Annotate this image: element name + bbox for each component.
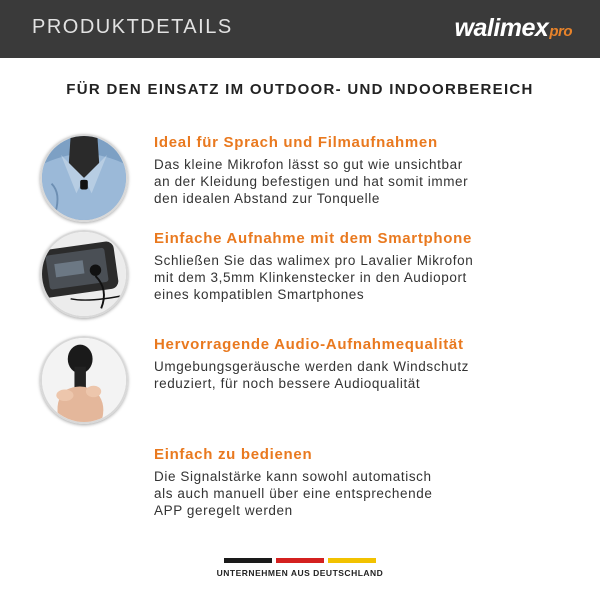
description-line: APP geregelt werden xyxy=(154,503,293,518)
feature-easy-use xyxy=(0,446,600,542)
flag-stripe-black xyxy=(224,558,272,563)
feature-title: Einfach zu bedienen xyxy=(154,446,313,463)
page-headline: FÜR DEN EINSATZ IM OUTDOOR- UND INDOORBEREICH xyxy=(66,81,534,98)
logo-main: walimex xyxy=(454,14,549,42)
description-line: an der Kleidung befestigen und hat somit immer xyxy=(154,174,469,189)
feature-title: Hervorragende Audio-Aufnahmequalität xyxy=(154,336,464,353)
feature-description xyxy=(154,156,574,207)
mic-windscreen-image xyxy=(40,336,128,424)
description-line: Das kleine Mikrofon lässt so gut wie unsichtbar xyxy=(154,157,463,172)
description-line: den idealen Abstand zur Tonquelle xyxy=(154,191,380,206)
feature-smartphone xyxy=(0,230,600,326)
feature-clothing xyxy=(0,134,600,230)
header-bar xyxy=(0,0,600,58)
feature-title: Einfache Aufnahme mit dem Smartphone xyxy=(154,230,473,247)
feature-title: Ideal für Sprach und Filmaufnahmen xyxy=(154,134,438,151)
description-line: Schließen Sie das walimex pro Lavalier Mikrofon xyxy=(154,253,474,268)
description-line: reduziert, für noch bessere Audioqualität xyxy=(154,376,421,391)
logo-sub: pro xyxy=(549,23,572,40)
header-title: PRODUKTDETAILS xyxy=(32,16,233,38)
feature-description xyxy=(154,468,574,519)
brand-logo xyxy=(455,14,572,44)
description-line: Umgebungsgeräusche werden dank Windschutz xyxy=(154,359,470,374)
feature-description xyxy=(154,358,574,392)
flag-stripe-red xyxy=(276,558,324,563)
description-line: Die Signalstärke kann sowohl automatisch xyxy=(154,469,432,484)
footer-made-in-germany: UNTERNEHMEN AUS DEUTSCHLAND xyxy=(216,568,384,578)
lavalier-on-shirt-image xyxy=(40,134,128,222)
flag-stripe-gold xyxy=(328,558,376,563)
description-line: mit dem 3,5mm Klinkenstecker in den Audioport xyxy=(154,270,467,285)
feature-description xyxy=(154,252,574,303)
description-line: eines kompatiblen Smartphones xyxy=(154,287,365,302)
description-line: als auch manuell über eine entsprechende xyxy=(154,486,433,501)
smartphone-with-mic-image xyxy=(40,230,128,318)
feature-audio-quality xyxy=(0,336,600,432)
